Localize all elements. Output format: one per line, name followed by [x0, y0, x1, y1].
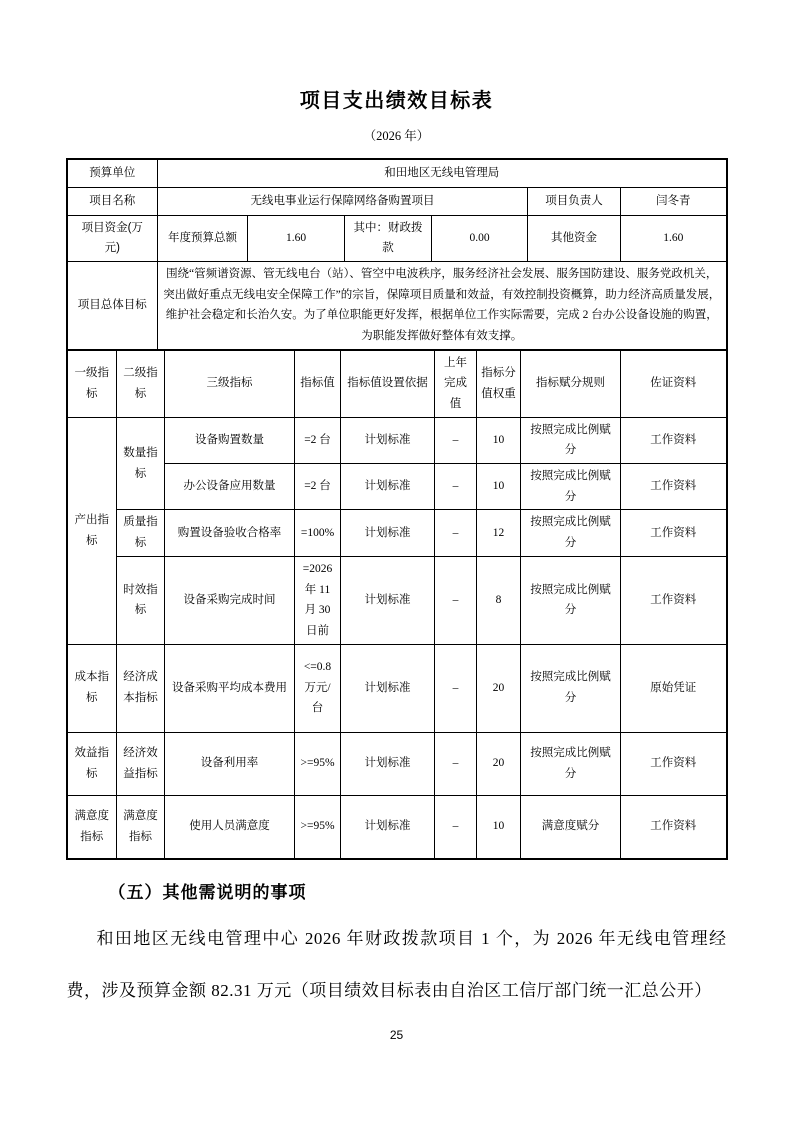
prev-year-cell: – [435, 417, 477, 463]
evidence-cell: 工作资料 [621, 556, 727, 644]
project-name-row [67, 187, 727, 215]
rule-cell: 按照完成比例赋分 [521, 556, 621, 644]
budget-unit-value-cell: 和田地区无线电管理局 [158, 159, 727, 187]
prev-year-cell: – [435, 556, 477, 644]
indicator-name-cell: 使用人员满意度 [165, 795, 295, 859]
level2-cell: 时效指标 [117, 556, 165, 644]
indicator-row [67, 510, 727, 556]
indicator-table [66, 349, 728, 860]
evidence-cell: 工作资料 [621, 510, 727, 556]
level1-cell: 成本指标 [67, 644, 117, 732]
header-evidence: 佐证资料 [621, 350, 727, 418]
overall-goal-row [67, 261, 727, 349]
rule-cell: 按照完成比例赋分 [521, 417, 621, 463]
rule-cell: 按照完成比例赋分 [521, 732, 621, 795]
header-value: 指标值 [295, 350, 341, 418]
project-funds-label-cell: 项目资金(万元) [67, 215, 158, 261]
indicator-row [67, 795, 727, 859]
indicator-value-cell: =2 台 [295, 417, 341, 463]
indicator-row [67, 732, 727, 795]
level1-cell: 效益指标 [67, 732, 117, 795]
prev-year-cell: – [435, 795, 477, 859]
indicator-value-cell: >=95% [295, 732, 341, 795]
indicator-value-cell: =2 台 [295, 464, 341, 510]
other-funds-label-cell: 其他资金 [528, 215, 621, 261]
prev-year-cell: – [435, 732, 477, 795]
header-level2: 二级指标 [117, 350, 165, 418]
indicator-header-row [67, 350, 727, 418]
notes-section [67, 878, 727, 1017]
indicator-row [67, 556, 727, 644]
indicator-row [67, 644, 727, 732]
header-level1: 一级指标 [67, 350, 117, 418]
fiscal-allocation-label-cell: 其中：财政拨款 [345, 215, 432, 261]
evidence-cell: 工作资料 [621, 464, 727, 510]
rule-cell: 按照完成比例赋分 [521, 644, 621, 732]
notes-heading: （五）其他需说明的事项 [108, 883, 307, 903]
annual-budget-value-cell: 1.60 [248, 215, 345, 261]
project-name-label-cell: 项目名称 [67, 187, 158, 215]
indicator-name-cell: 设备采购平均成本费用 [165, 644, 295, 732]
fiscal-allocation-value-cell: 0.00 [432, 215, 528, 261]
overall-goal-text-cell: 围绕“管频谱资源、管无线电台（站）、管空中电波秩序，服务经济社会发展、服务国防建设、服务党政机关，突出做好重点无线电安全保障工作”的宗旨，保障项目质量和效益，有效控制投资概算，助力经济高质量发展，维护社会稳定和长治久安。为了单位职能更好发挥，根据单位工作实际需要，完成 2 台办公设备设施的购置，为职能发挥做好整体有效支撑。 [158, 261, 727, 349]
page-number: 25 [389, 1028, 404, 1042]
level2-cell: 经济成本指标 [117, 644, 165, 732]
indicator-row [67, 417, 727, 463]
weight-cell: 8 [477, 556, 521, 644]
level2-cell: 质量指标 [117, 510, 165, 556]
basis-cell: 计划标准 [341, 464, 435, 510]
evidence-cell: 工作资料 [621, 795, 727, 859]
weight-cell: 10 [477, 795, 521, 859]
other-funds-value-cell: 1.60 [621, 215, 727, 261]
page-title: 项目支出绩效目标表 [299, 90, 494, 112]
indicator-name-cell: 设备利用率 [165, 732, 295, 795]
budget-unit-row [67, 159, 727, 187]
prev-year-cell: – [435, 644, 477, 732]
indicator-name-cell: 购置设备验收合格率 [165, 510, 295, 556]
project-info-table [66, 158, 728, 351]
rule-cell: 按照完成比例赋分 [521, 510, 621, 556]
evidence-cell: 原始凭证 [621, 644, 727, 732]
prev-year-cell: – [435, 464, 477, 510]
basis-cell: 计划标准 [341, 795, 435, 859]
level2-cell: 经济效益指标 [117, 732, 165, 795]
project-leader-label-cell: 项目负责人 [528, 187, 621, 215]
weight-cell: 20 [477, 644, 521, 732]
level2-cell: 数量指标 [117, 417, 165, 510]
budget-unit-label-cell: 预算单位 [67, 159, 158, 187]
header-prev-year: 上年完成值 [435, 350, 477, 418]
indicator-name-cell: 设备购置数量 [165, 417, 295, 463]
level1-cell: 满意度指标 [67, 795, 117, 859]
indicator-value-cell: <=0.8 万元/台 [295, 644, 341, 732]
rule-cell: 满意度赋分 [521, 795, 621, 859]
overall-goal-label-cell: 项目总体目标 [67, 261, 158, 349]
basis-cell: 计划标准 [341, 644, 435, 732]
basis-cell: 计划标准 [341, 417, 435, 463]
indicator-value-cell: =100% [295, 510, 341, 556]
evidence-cell: 工作资料 [621, 417, 727, 463]
prev-year-cell: – [435, 510, 477, 556]
indicator-value-cell: =2026 年 11 月 30 日前 [295, 556, 341, 644]
header-level3: 三级指标 [165, 350, 295, 418]
basis-cell: 计划标准 [341, 732, 435, 795]
rule-cell: 按照完成比例赋分 [521, 464, 621, 510]
weight-cell: 10 [477, 417, 521, 463]
basis-cell: 计划标准 [341, 556, 435, 644]
project-name-value-cell: 无线电事业运行保障网络备购置项目 [158, 187, 528, 215]
project-funds-row [67, 215, 727, 261]
indicator-value-cell: >=95% [295, 795, 341, 859]
indicator-row [67, 464, 727, 510]
indicator-name-cell: 办公设备应用数量 [165, 464, 295, 510]
weight-cell: 10 [477, 464, 521, 510]
level1-cell: 产出指标 [67, 417, 117, 644]
header-weight: 指标分值权重 [477, 350, 521, 418]
indicator-name-cell: 设备采购完成时间 [165, 556, 295, 644]
weight-cell: 20 [477, 732, 521, 795]
project-leader-value-cell: 闫冬青 [621, 187, 727, 215]
annual-budget-label-cell: 年度预算总额 [158, 215, 248, 261]
level2-cell: 满意度指标 [117, 795, 165, 859]
basis-cell: 计划标准 [341, 510, 435, 556]
page-subtitle: （2026 年） [363, 129, 430, 143]
weight-cell: 12 [477, 510, 521, 556]
notes-paragraph: 和田地区无线电管理中心 2026 年财政拨款项目 1 个，为 2026 年无线电管理经费，涉及预算金额 82.31 万元（项目绩效目标表由自治区工信厅部门统一汇总公开） [66, 929, 727, 1001]
header-basis: 指标值设置依据 [341, 350, 435, 418]
evidence-cell: 工作资料 [621, 732, 727, 795]
header-rule: 指标赋分规则 [521, 350, 621, 418]
